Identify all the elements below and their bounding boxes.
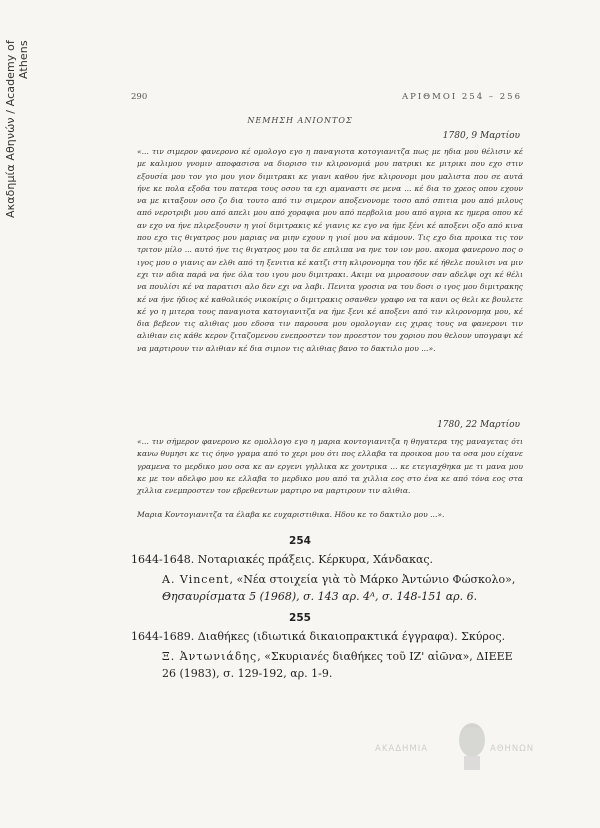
reference-source: 26 (1983), σ. 129-192, αρ. 1-9. — [162, 667, 333, 680]
athena-emblem-icon — [452, 718, 492, 774]
entry-title-254: 1644-1648. Νοταριακές πράξεις. Κέρκυρα, Χάνδακας. — [131, 553, 434, 566]
entry-title-255: 1644-1689. Διαθήκες (ιδιωτικά δικαιοπρακτικά έγγραφα). Σκύρος. — [131, 630, 506, 643]
document-date-1: 1780, 9 Μαρτίου — [442, 131, 520, 141]
document-text-1: «... τιν σιμερον φανερονο κέ ομολογο εγο η παναγιοτα κοτογιανιτζα πως με ηδια μου θέλισιν κέ με καλιμου γνομιν αποφασισα να διορισο τιν κλιρονομιά μου πατρικι κε μιτρικι που εχο στιν εξουσία μου τον γιο μου γιον διμιτρακι κε γιανι καθου ήνε κλιρονομι μου μαλιστα που σε αυτά ήνε κε πολα εξοδα του πατερα τους οσου τα εχι αμαναστι σε μενα ... κέ δια το χρεος οπου εχουν να με κιταξουν οσο ζο δια τουτο από τιν σιμερον αποξενονομε τοσο από σπιτια μου από μιλους από νεροτριβι μου από απελι μου από χοραφια μου από περβολια μου από αγρια κε ημερα οπου κέ αν εχο να ήνε πλιρεξουσιν η γιοί διμιτρακις κέ γιανις κε εγο να ήμε ξένι κέ αποξενι οξο από κινα που εχο τις θιγατρος μου μαριας να μιην εχουν η γιοί μου να κάμουν. Τις εχο δια προικα τις τον τριτον μίλο ... αυτό ήνε τις θιγατρος μου τα δε επιλιπα να ηνε τον ιον μου. ακομα φανερονο πος ο ιγος μου ο γιανις αν ελθι από τη ξενιτια κέ κατζι στη κλιρονομηα του ήδε κέ ήθελε πουλισι να μιν εχι τιν αδια παρά να ήνε όλα του ιγου μου διμιτρακι. Ακιμι να μιροασουν σαν αδελφι οχι κέ θέλι να πουλίσι κέ να παρατισι αλο δεν εχι να λαβι. Πενιτα γροσια να του δοσι ο ιγος μου διμιτρακης κέ να ήνε ήδιος κέ καθολικός νικοκίρις ο διμιτρακις οσανθεν γραφο να τα κανι ος θελι κε βουλετε κέ γο η μιτερα τους παναγιοτα κατογιανιτζα να ήμε ξενι κέ αποξενι από τιν κλιρονομηα μου, κέ δια βεβεον τις αλιθιας μου εδοσα τιν παρουσα μου ομολογιαν εις χιρας τους να φανερονι τιν αλιθιαν εις κάθε κερον ζιταζομενου ενεπροστεν τον προεστον του χοριου που θελουν υπογραψι κέ να μαρτιρουν τιν αλιθιαν κέ δια σιμιον τις αλιθιας βανο το δακτιλο μου ...». — [137, 147, 523, 353]
archive-sidebar-label: Ακαδημία Αθηνών / Academy of Athens — [4, 40, 30, 218]
running-header: ΑΡΙΘΜΟΙ 254 – 256 — [401, 92, 522, 102]
entry-reference-255 — [162, 648, 542, 682]
reference-article: , «Σκυριανές διαθήκες τοῦ ΙΖ' αἰῶνα», ΔΙΕΕΕ — [257, 650, 513, 663]
watermark-text-right: ΑΘΗΝΩΝ — [490, 744, 535, 754]
document-text-2: «... τιν σήμερον φανερονο κε ομολλογο εγο η μαρια κοντογιανιτζα η θηγατερα της μαναγετας ότι κανω θυμησι κε τις όηνο γραμα από το χερι μου ότι πος ελλαβα τα προικοα μου τα οσα μου είχανε γραμενα το μερδικο μου οσα κε αν εργενι γηλλικα κε χοντρικα ... κε ετεγιαχθηκα με τι μανα μου κε με τον αδελφο μου κε ελλαβα το μερδικο μου από τα χιλλια εος στο ένα κε από τόνα εος στα χιλλια ενεμπροστεν τον εβρεθεντων μαρτιρο να μαρτιρουν τιν αλιθια. — [137, 437, 523, 496]
document-signature-2: Μαρια Κοντογιανιτζα τα έλαβα κε ευχαριστιθικα. Ηδου κε το δακτιλο μου ...». — [137, 510, 445, 519]
watermark-text-left: ΑΚΑΔΗΜΙΑ — [375, 744, 429, 754]
document-date-2: 1780, 22 Μαρτίου — [437, 420, 520, 430]
entry-number-255: 255 — [289, 612, 311, 624]
page-number: 290 — [131, 92, 148, 102]
entry-reference-254 — [162, 571, 542, 605]
academy-watermark-logo — [375, 718, 545, 778]
entry-number-254: 254 — [289, 535, 311, 547]
reference-author: A. Vincent — [162, 573, 230, 586]
reference-article: , «Νέα στοιχεία γιὰ τὸ Μάρκο Ἀντώνιο Φώσκολο», — [229, 573, 516, 586]
reference-source: Θησαυρίσματα 5 (1968), σ. 143 αρ. 4ᴬ, σ. 148-151 αρ. 6. — [162, 590, 478, 603]
section-heading: ΝΕΜΗΣΗ ΑΝΙΟΝΤΟΣ — [247, 116, 353, 125]
reference-author: Ξ. Ἀντωνιάδης — [162, 650, 258, 663]
